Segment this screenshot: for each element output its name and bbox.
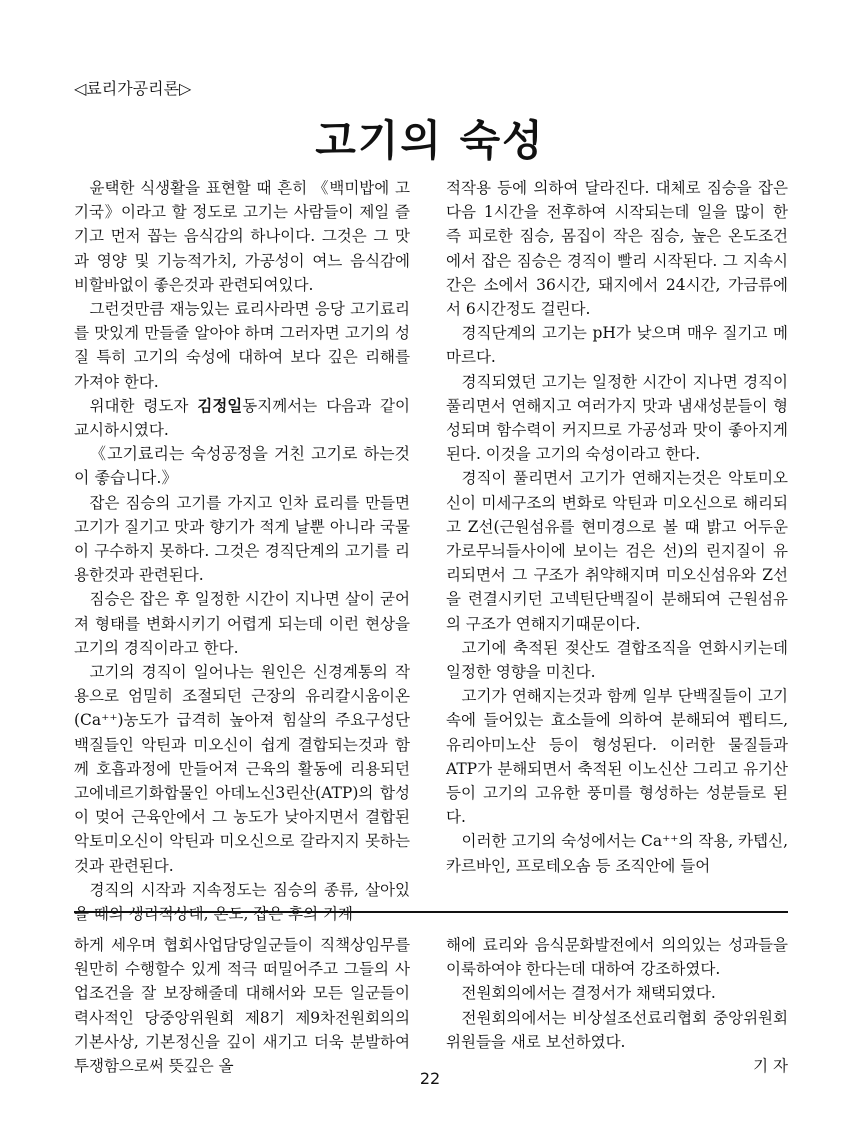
continuation-paragraph: 전원회의에서는 비상설조선료리협회 중앙위원회 위원들을 새로 보선하였다. — [446, 1008, 788, 1051]
article-paragraph: 경직이 풀리면서 고기가 연해지는것은 악토미오신이 미세구조의 변화로 악틴과 미오신으로 해리되고 Z선(근원섬유를 현미경으로 볼 때 밝고 어두운 가로무늬들사이에 보이는 검은 선)의 린지질이 유리되면서 그 구조가 취약해지며 미오신섬유와 Z선을 련결시키던 고넥틴단백질이 분해되여 근원섬유의 구조가 연해지기때문이다. — [446, 469, 788, 633]
article-paragraph: 그런것만큼 재능있는 료리사라면 응당 고기료리를 맛있게 만들줄 알아야 하며 그러자면 고기의 성질 특히 고기의 숙성에 대하여 보다 깊은 리해를 가져야 한다. — [74, 300, 410, 391]
leader-intro-pre: 위대한 령도자 — [89, 396, 198, 415]
quote-paragraph: 《고기료리는 숙성공정을 거친 고기로 하는것이 좋습니다.》 — [74, 444, 410, 488]
article-paragraph: 윤택한 식생활을 표현할 때 흔히 《백미밥에 고기국》이라고 할 정도로 고기는 사람들이 제일 즐기고 먼저 꼽는 음식감의 하나이다. 그것은 그 맛과 영양 및 기능적가치, 가공성이 여느 음식감에 비할바없이 좋은것과 관련되여있다. — [74, 179, 410, 294]
article-paragraph: 적작용 등에 의하여 달라진다. 대체로 짐승을 잡은 다음 1시간을 전후하여 시작되는데 일을 많이 한 즉 피로한 짐승, 몸집이 작은 짐승, 높은 온도조건에서 잡은 짐승은 경직이 빨리 시작된다. 그 지속시간은 소에서 36시간, 돼지에서 24시간, 가금류에서 6시간정도 걸린다. — [446, 179, 788, 319]
article-right-column — [446, 176, 788, 878]
continuation-left-column — [74, 933, 410, 1078]
article-left-column — [74, 176, 410, 926]
article-paragraph: 이러한 고기의 숙성에서는 Ca⁺⁺의 작용, 카텝신, 카르바인, 프로테오솜 등 조직안에 들어 — [446, 832, 788, 875]
byline-signature: 기 자 — [753, 1057, 788, 1076]
article-paragraph: 경직의 시작과 지속정도는 짐승의 종류, 살아있을 때의 생리적상태, 온도, 잡은 후의 기계 — [74, 880, 410, 924]
article-paragraph: 고기에 축적된 젖산도 결합조직을 연화시키는데 일정한 영향을 미친다. — [446, 638, 788, 682]
article-paragraph: 경직단계의 고기는 pH가 낮으며 매우 질기고 메마르다. — [446, 324, 788, 367]
article-paragraph: 고기의 경직이 일어나는 원인은 신경계통의 작용으로 엄밀히 조절되던 근장의 유리칼시움이온(Ca⁺⁺)농도가 급격히 높아져 힘살의 주요구성단백질들인 악틴과 미오신이 쉽게 결합되는것과 함께 호흡과정에 만들어져 근육의 활동에 리용되던 고에네르기화합물인 아데노신3린산(ATP)의 합성이 멎어 근육안에서 그 농도가 낮아지면서 결합된 악토미오신이 악틴과 미오신으로 갈라지지 못하는것과 관련된다. — [74, 663, 410, 875]
article-paragraph: 잡은 짐승의 고기를 가지고 인차 료리를 만들면 고기가 질기고 맛과 향기가 적게 날뿐 아니라 국물이 구수하지 못하다. 그것은 경직단계의 고기를 리용한것과 관련된다. — [74, 493, 410, 585]
leader-intro-post: 동지께서는 다음과 같이 교시하시였다. — [74, 396, 410, 440]
section-label: ◁료리가공리론▷ — [74, 79, 192, 98]
continuation-paragraph: 해에 료리와 음식문화발전에서 의의있는 성과들을 이룩하여야 한다는데 대하여 강조하였다. — [446, 936, 788, 979]
continuation-paragraph: 하게 세우며 협회사업담당일군들이 직책상임무를 원만히 수행할수 있게 적극 떠밀어주고 그들의 사업조건을 잘 보장해줄데 대해서와 모든 일군들이 력사적인 당중앙위원회 제8기 제9차전원회의의 기본사상, 기본정신을 깊이 새기고 더욱 분발하여 투쟁함으로써 뜻깊은 올 — [74, 936, 410, 1076]
continuation-right-column — [446, 933, 788, 1078]
section-divider — [74, 911, 788, 913]
leader-intro-paragraph — [74, 394, 410, 442]
article-paragraph: 경직되였던 고기는 일정한 시간이 지나면 경직이 풀리면서 연해지고 여러가지 맛과 냄새성분들이 형성되며 함수력이 커지므로 가공성과 맛이 좋아지게 된다. 이것을 고기의 숙성이라고 한다. — [446, 372, 788, 464]
leader-name: 김정일 — [197, 395, 243, 415]
article-title: 고기의 숙성 — [315, 116, 545, 165]
page-number: 22 — [419, 1069, 441, 1088]
continuation-paragraph: 전원회의에서는 결정서가 채택되였다. — [461, 984, 716, 1003]
article-paragraph: 고기가 연해지는것과 함께 일부 단백질들이 고기속에 들어있는 효소들에 의하여 분해되여 펩티드, 유리아미노산 등이 형성된다. 이러한 물질들과 ATP가 분해되면서 축적된 이노신산 그리고 유기산 등이 고기의 고유한 풍미를 형성하는 성분들로 된다. — [446, 687, 788, 827]
article-paragraph: 짐승은 잡은 후 일정한 시간이 지나면 살이 굳어져 형태를 변화시키기 어렵게 되는데 이런 현상을 고기의 경직이라고 한다. — [74, 590, 410, 657]
